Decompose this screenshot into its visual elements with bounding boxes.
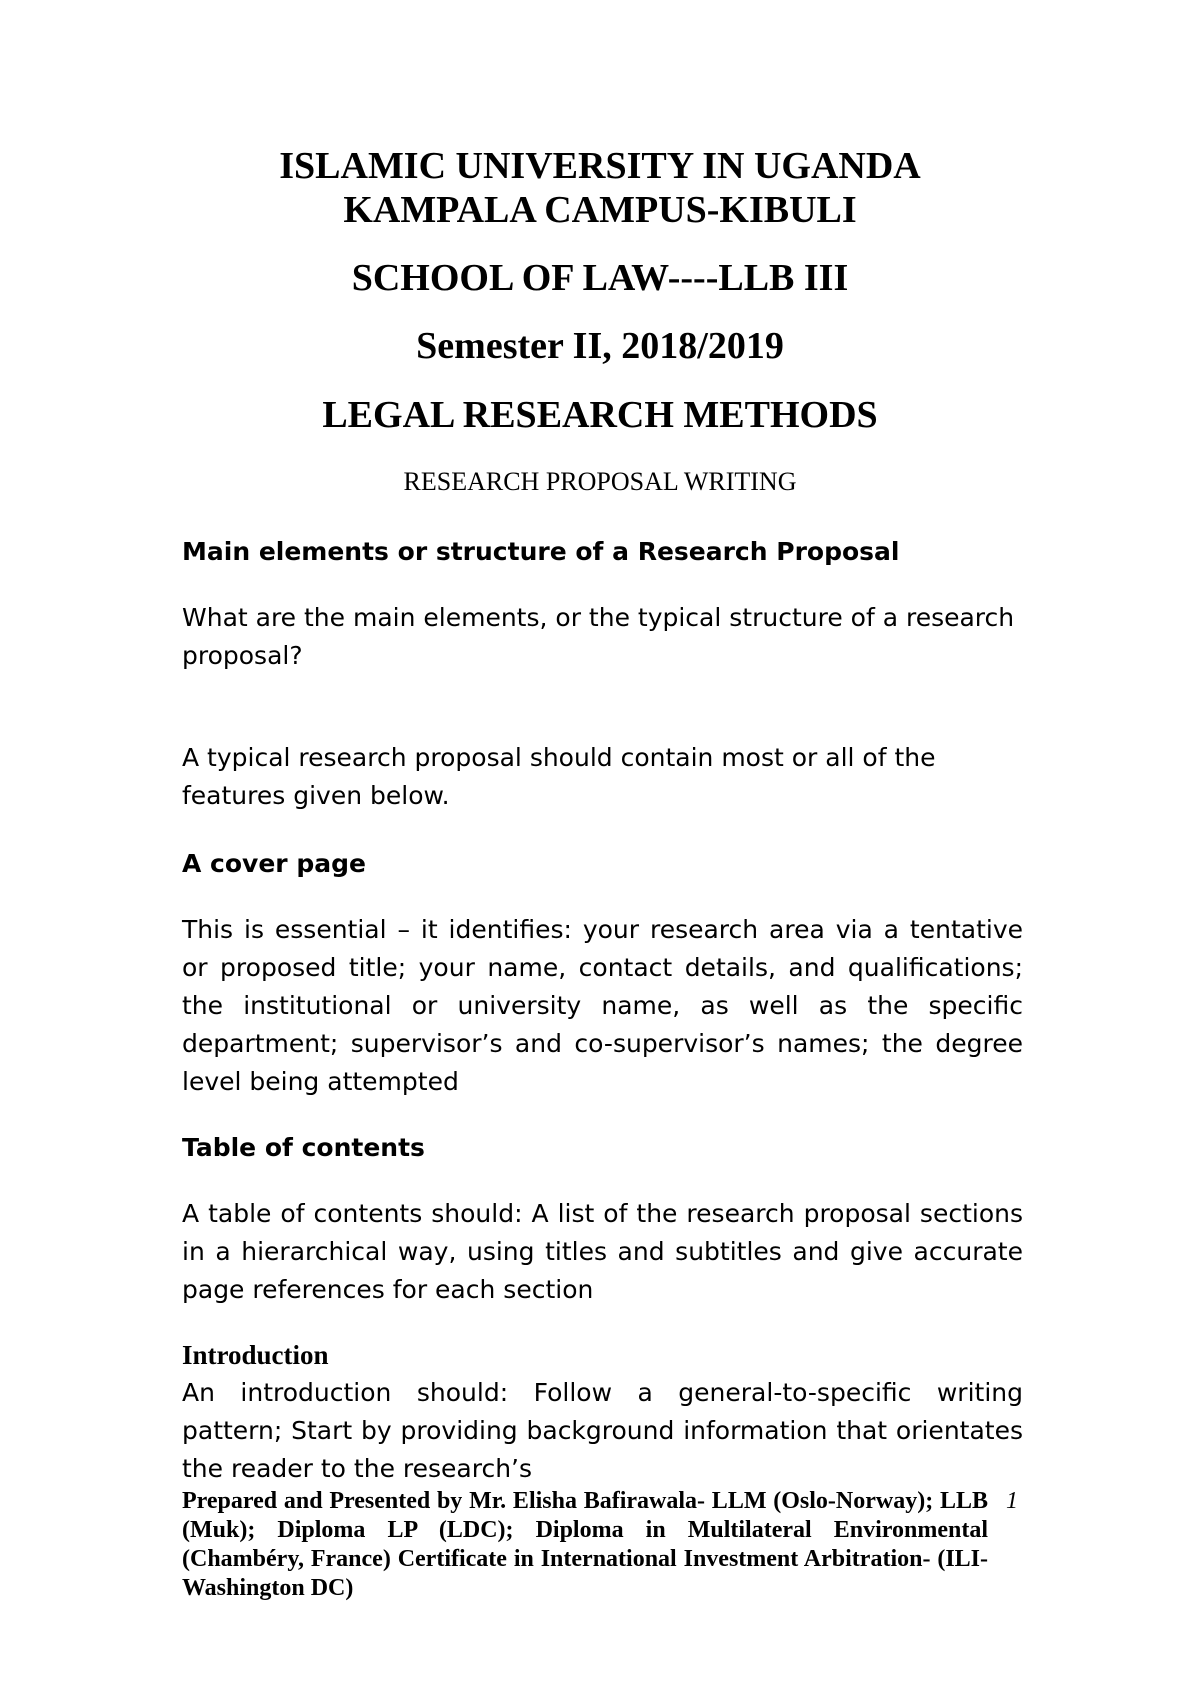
semester-title: Semester II, 2018/2019 xyxy=(416,325,784,367)
campus-title: KAMPALA CAMPUS-KIBULI xyxy=(343,189,857,231)
topic-subtitle: RESEARCH PROPOSAL WRITING xyxy=(403,467,797,496)
table-of-contents-paragraph: A table of contents should: A list of the research proposal sections in a hierarchical way, using titles and subtitles and give accurate page references for each section xyxy=(182,1199,1023,1304)
introduction-paragraph: An introduction should: Follow a general-to-specific writing pattern; Start by providing background information that orientates the reader to the research’s xyxy=(182,1378,1023,1483)
cover-page-heading: A cover page xyxy=(182,849,366,878)
cover-page-paragraph: This is essential – it identifies: your research area via a tentative or proposed title; your name, contact details, and qualifications; the institutional or university name, as well as the specific department; supervisor’s and co-supervisor’s names; the degree level being attempted xyxy=(182,915,1023,1096)
table-of-contents-heading: Table of contents xyxy=(182,1133,425,1162)
course-title: LEGAL RESEARCH METHODS xyxy=(322,394,878,436)
university-title: ISLAMIC UNIVERSITY IN UGANDA xyxy=(279,145,921,187)
main-elements-question: What are the main elements, or the typical structure of a research proposal? xyxy=(182,603,1015,670)
main-elements-answer: A typical research proposal should contain most or all of the features given below. xyxy=(182,743,936,810)
footer-credit: Prepared and Presented by Mr. Elisha Bafirawala- LLM (Oslo-Norway); LLB (Muk); Diploma LP (LDC); Diploma in Multilateral Environmental (Chambéry, France) Certificate in International Investment Arbitration- (ILI-Washington DC) xyxy=(182,1488,988,1601)
introduction-heading: Introduction xyxy=(182,1340,329,1370)
school-title: SCHOOL OF LAW----LLB III xyxy=(351,257,849,299)
main-elements-heading: Main elements or structure of a Research Proposal xyxy=(182,537,900,566)
page-number: 1 xyxy=(1006,1488,1018,1514)
